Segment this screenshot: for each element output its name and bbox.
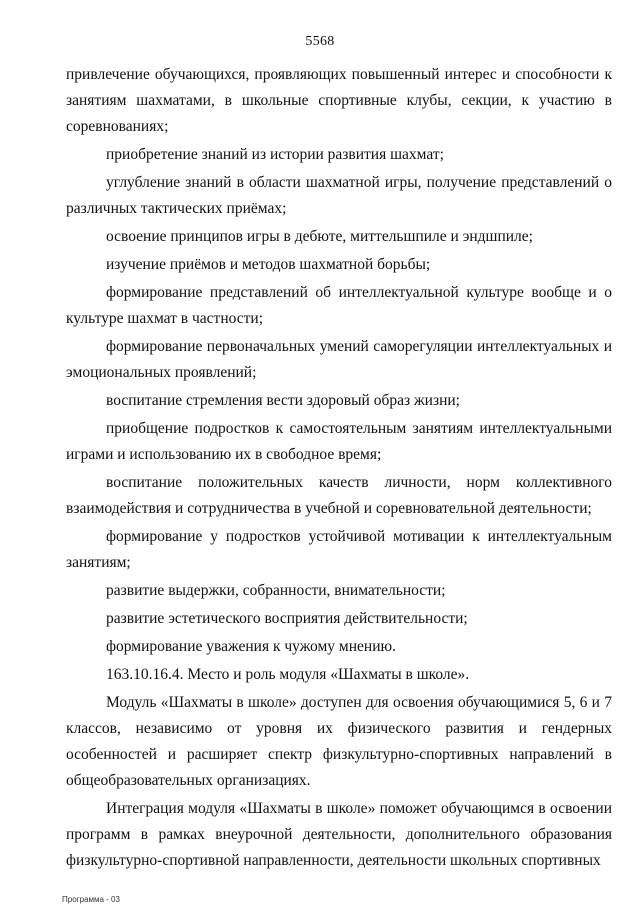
paragraph-5: изучение приёмов и методов шахматной борьбы;: [106, 256, 431, 273]
paragraph-6: формирование представлений об интеллектуальной культуре вообще и о культуре шахмат в частности;: [66, 284, 612, 327]
paragraph-16: Интеграция модуля «Шахматы в школе» поможет обучающимся в освоении программ в рамках внеурочной деятельности, дополнительного образования физкультурно-спортивной направленности, деятельности школьных спортивных: [66, 800, 612, 869]
paragraph-1: привлечение обучающихся, проявляющих повышенный интерес и способности к занятиям шахматами, в школьные спортивные клубы, секции, к участию в соревнованиях;: [66, 66, 612, 135]
paragraph-9: приобщение подростков к самостоятельным занятиям интеллектуальными играми и использованию их в свободное время;: [66, 420, 612, 463]
body-text: [66, 62, 612, 874]
paragraph-3: углубление знаний в области шахматной игры, получение представлений о различных тактических приёмах;: [66, 174, 612, 217]
paragraph-15: Модуль «Шахматы в школе» доступен для освоения обучающимися 5, 6 и 7 классов, независимо от уровня их физического развития и гендерных особенностей и расширяет спектр физкультурно-спортивных направлений в общеобразовательных организациях.: [66, 694, 612, 789]
page-number: 5568: [305, 34, 335, 49]
paragraph-10: воспитание положительных качеств личности, норм коллективного взаимодействия и сотрудничества в учебной и соревновательной деятельности;: [66, 474, 612, 517]
paragraph-11: формирование у подростков устойчивой мотивации к интеллектуальным занятиям;: [66, 528, 612, 571]
paragraph-7: формирование первоначальных умений саморегуляции интеллектуальных и эмоциональных проявлений;: [66, 338, 612, 381]
section-heading: 163.10.16.4. Место и роль модуля «Шахматы в школе».: [106, 666, 470, 683]
paragraph-2: приобретение знаний из истории развития шахмат;: [106, 146, 444, 163]
paragraph-14: формирование уважения к чужому мнению.: [106, 638, 396, 655]
paragraph-8: воспитание стремления вести здоровый образ жизни;: [106, 392, 460, 409]
paragraph-13: развитие эстетического восприятия действительности;: [106, 610, 468, 627]
footer-label: Программа - 03: [62, 895, 120, 904]
paragraph-4: освоение принципов игры в дебюте, миттельшпиле и эндшпиле;: [106, 228, 533, 245]
paragraph-12: развитие выдержки, собранности, внимательности;: [106, 582, 446, 599]
